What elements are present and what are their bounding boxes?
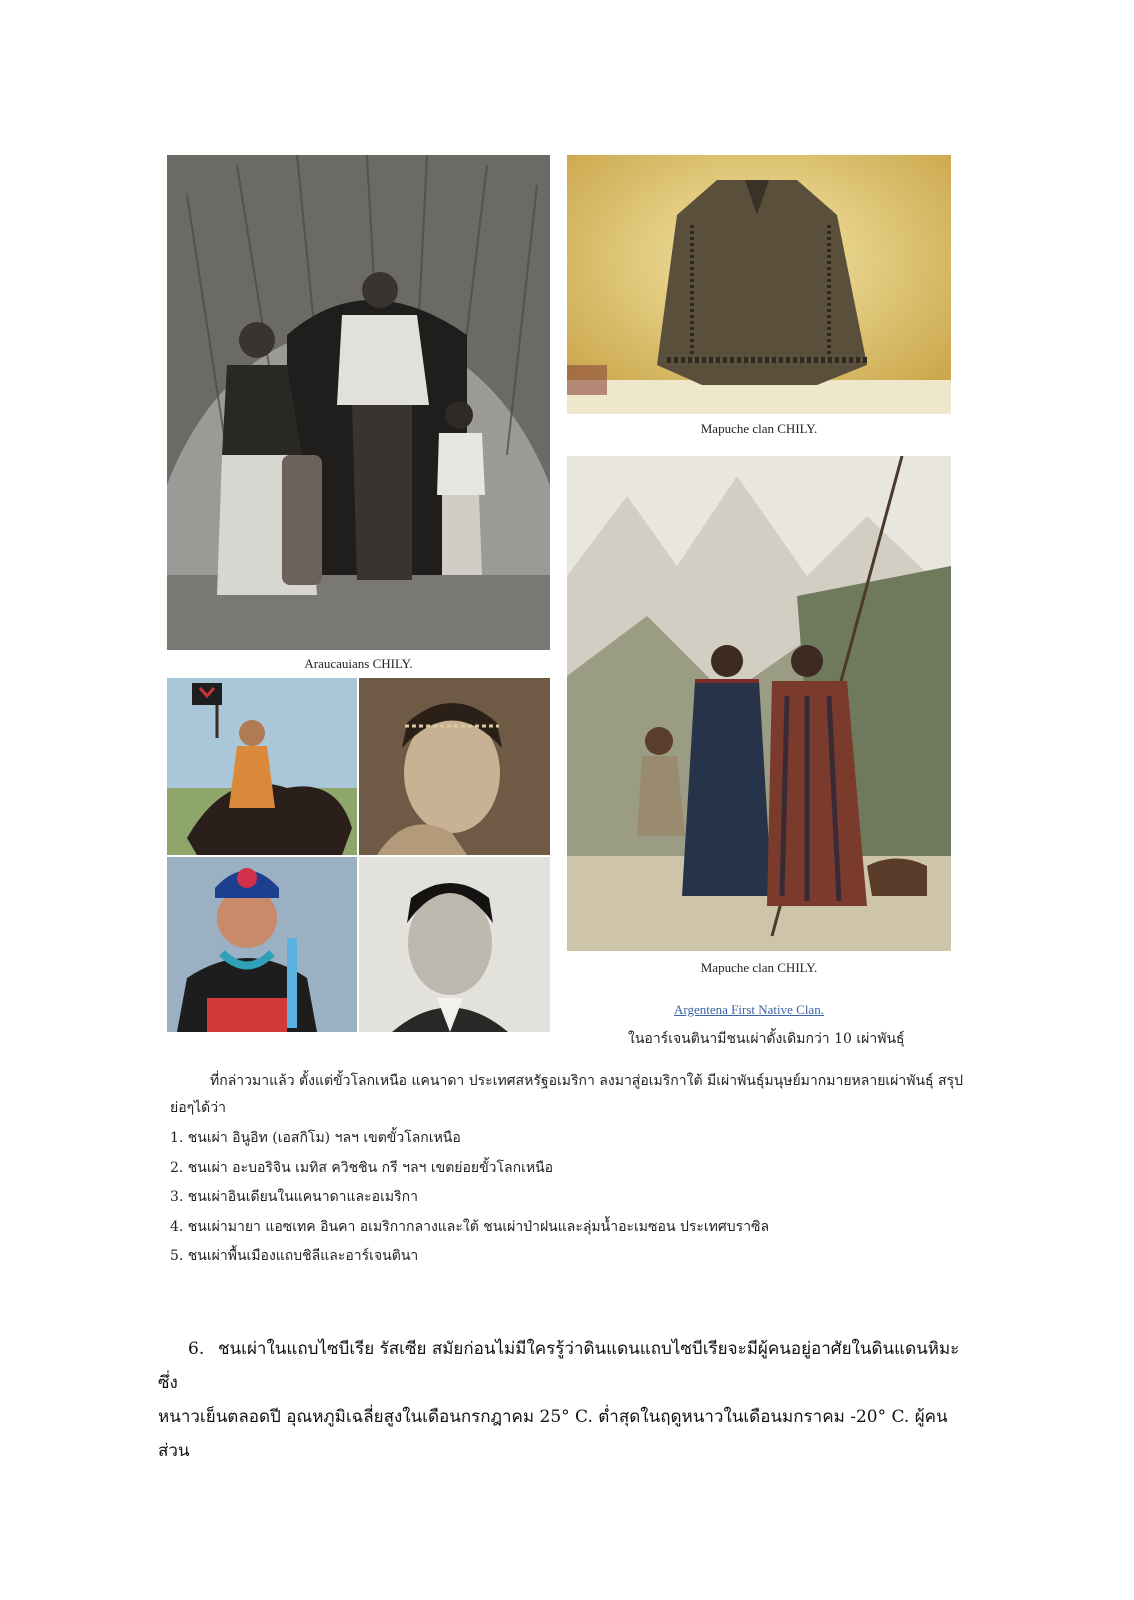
summary-text: ที่กล่าวมาแล้ว ตั้งแต่ขั้วโลกเหนือ แคนาดา ประเทศสหรัฐอเมริกา ลงมาสู่อเมริกาใต้ มีเผ่าพันธุ์มนุษย์มากมายหลายเผ่าพันธุ์ สรุปย่อๆได้ว่า (170, 1073, 963, 1116)
list-item: 5. ชนเผ่าพื้นเมืองแถบชิลีและอาร์เจนตินา (170, 1248, 419, 1264)
section-6-paragraph (158, 1332, 978, 1468)
list-item: 3. ชนเผ่าอินเดียนในแคนาดาและอเมริกา (170, 1189, 418, 1205)
mapuche-poncho-caption: Mapuche clan CHILY. (700, 421, 818, 436)
tribe-list (170, 1124, 769, 1272)
portrait-collage (167, 678, 550, 1032)
mapuche-poncho-photo (567, 155, 951, 414)
araucanians-photo (167, 155, 550, 650)
section-6-number: 6. (188, 1339, 205, 1359)
list-item: 1. ชนเผ่า อินูอิท (เอสกิโม) ฯลฯ เขตขั้วโลกเหนือ (170, 1130, 461, 1146)
section-6-line-1 (158, 1332, 978, 1400)
argentina-clan-link[interactable]: Argentena First Native Clan. (674, 1002, 824, 1017)
list-item: 2. ชนเผ่า อะบอริจิน เมทิส ควิชชิน กรี ฯลฯ เขตย่อยขั้วโลกเหนือ (170, 1159, 554, 1176)
mapuche-painting-caption: Mapuche clan CHILY. (700, 960, 818, 975)
section-6-text-1: ชนเผ่าในแถบไซบีเรีย รัสเซีย สมัยก่อนไม่มีใครรู้ว่าดินแดนแถบไซบีเรียจะมีผู้คนอยู่อาศัยในดินแดนหิมะ ซึ่ง (158, 1339, 960, 1393)
argentina-note: ในอาร์เจนตินามีชนเผ่าดั้งเดิมกว่า 10 เผ่าพันธุ์ (628, 1031, 905, 1047)
mapuche-painting-photo (567, 456, 951, 951)
summary-paragraph (170, 1068, 970, 1122)
list-item: 4. ชนเผ่ามายา แอซเทค อินคา อเมริกากลางและใต้ ชนเผ่าป่าฝนและลุ่มน้ำอะเมซอน ประเทศบราซิล (170, 1218, 770, 1235)
araucanians-caption: Araucauians CHILY. (304, 656, 413, 671)
section-6-line-2: หนาวเย็นตลอดปี อุณหภูมิเฉลี่ยสูงในเดือนกรกฎาคม 25° C. ต่ำสุดในฤดูหนาวในเดือนมกราคม -20° C. ผู้คนส่วน (158, 1407, 948, 1461)
